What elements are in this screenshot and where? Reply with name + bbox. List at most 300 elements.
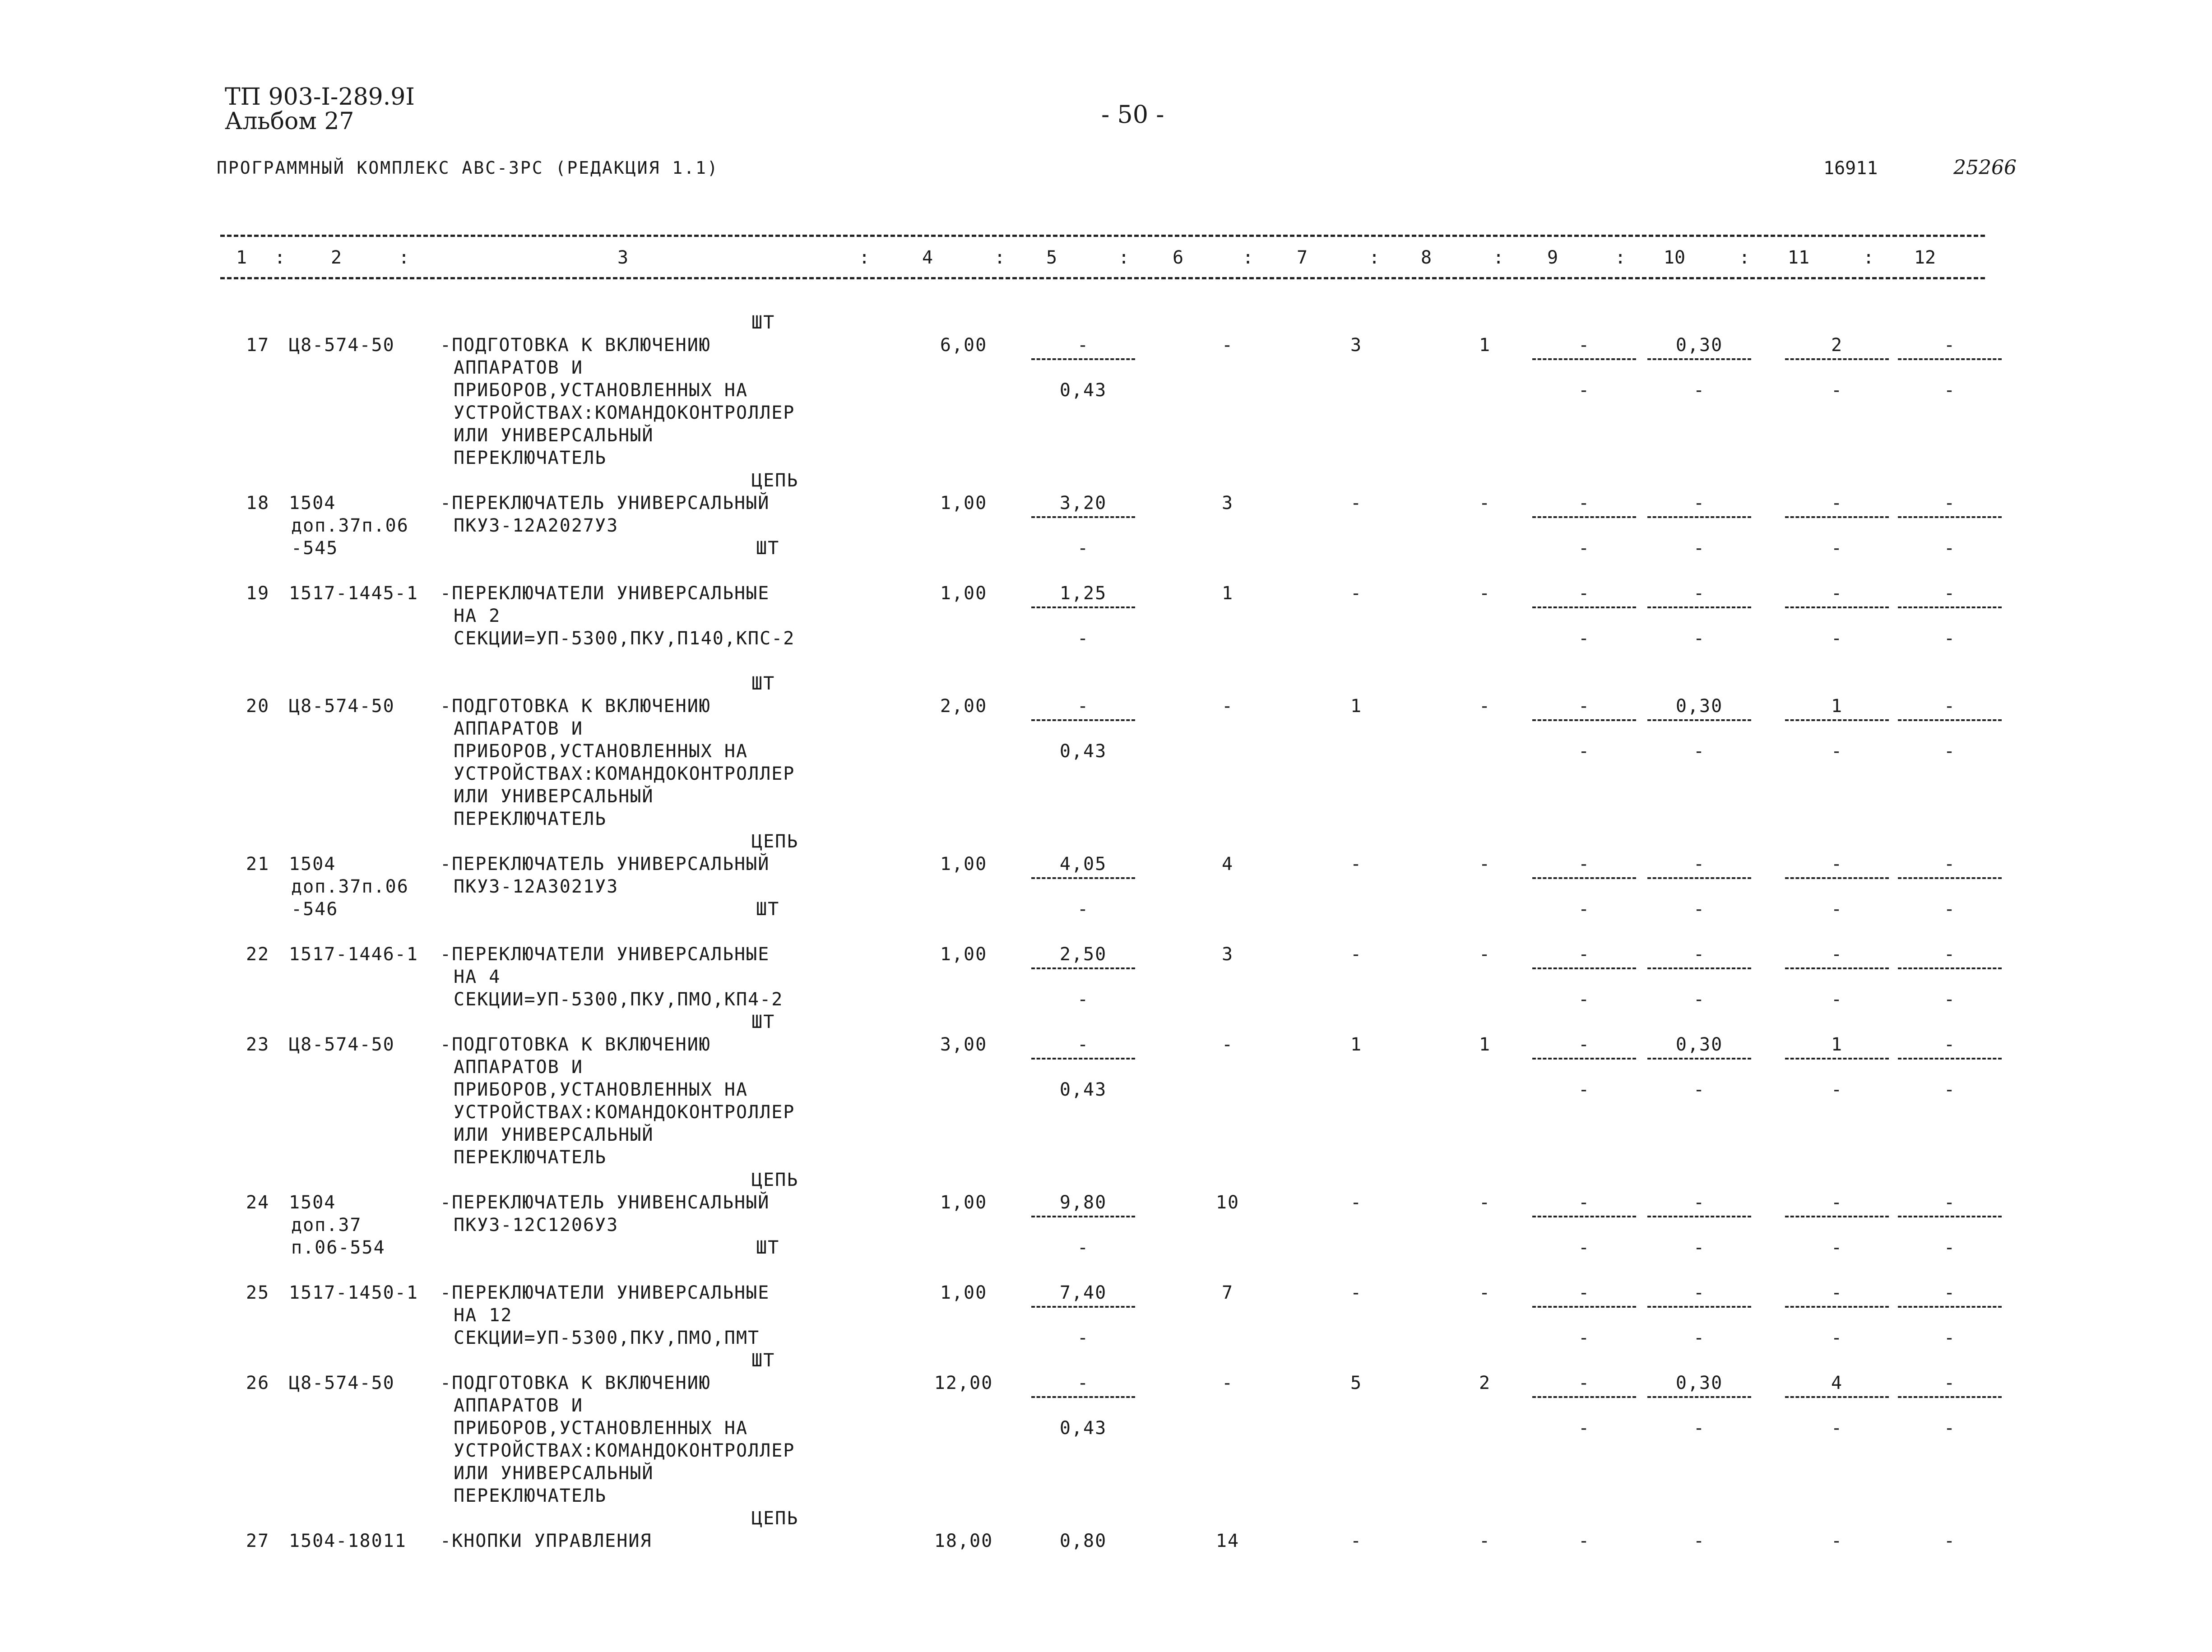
cell-price-sub: - xyxy=(1077,628,1090,649)
divider-dash xyxy=(1532,877,1636,879)
divider-dash xyxy=(1031,719,1135,721)
cell-c7: - xyxy=(1350,583,1363,604)
row-description: ПЕРЕКЛЮЧАТЕЛЬ xyxy=(454,1147,607,1168)
cell-c6: - xyxy=(1221,1373,1234,1393)
row-code: доп.37 xyxy=(291,1215,362,1236)
cell-price-sub: - xyxy=(1077,538,1090,559)
row-description: УСТРОЙСТВАХ:КОМАНДОКОНТРОЛЛЕР xyxy=(454,403,795,423)
divider-dash xyxy=(1785,358,1889,360)
divider-dash xyxy=(1647,1058,1751,1060)
cell-c6: 1 xyxy=(1221,583,1234,604)
row-number: 20 xyxy=(246,696,270,717)
cell-price: 3,20 xyxy=(1059,493,1107,514)
row-description: СЕКЦИИ=УП-5300,ПКУ,ПМО,КП4-2 xyxy=(454,989,784,1010)
cell-c12: - xyxy=(1943,944,1956,965)
cell-c10: - xyxy=(1693,854,1706,875)
cell-sub-dash: - xyxy=(1693,380,1706,401)
cell-c11: - xyxy=(1831,493,1843,514)
cell-price-sub: 0,43 xyxy=(1059,741,1107,762)
cell-sub-dash: - xyxy=(1693,899,1706,920)
cell-c12: - xyxy=(1943,1034,1956,1055)
cell-sub-dash: - xyxy=(1578,380,1591,401)
cell-c8: - xyxy=(1479,493,1491,514)
divider-dash xyxy=(1532,1306,1636,1308)
row-description: ПРИБОРОВ,УСТАНОВЛЕННЫХ НА xyxy=(454,1079,748,1100)
cell-c6: 4 xyxy=(1221,854,1234,875)
column-header-2: 2 xyxy=(330,247,342,268)
column-header-9: 9 xyxy=(1547,247,1558,268)
unit-label: ШТ xyxy=(756,1237,780,1258)
cell-price: 0,80 xyxy=(1059,1531,1107,1551)
cell-c10: - xyxy=(1693,944,1706,965)
cell-sub-dash: - xyxy=(1831,1328,1843,1348)
cell-sub-dash: - xyxy=(1943,741,1956,762)
row-description: ПКУЗ-12А3021УЗ xyxy=(454,876,619,897)
row-description: ПЕРЕКЛЮЧАТЕЛЬ xyxy=(454,448,607,468)
divider-dash xyxy=(1532,606,1636,608)
cell-price: 9,80 xyxy=(1059,1192,1107,1213)
row-description: ИЛИ УНИВЕРСАЛЬНЫЙ xyxy=(454,1124,654,1145)
cell-sub-dash: - xyxy=(1831,741,1843,762)
row-description: НА 4 xyxy=(454,967,501,987)
row-description: -ПОДГОТОВКА К ВКЛЮЧЕНИЮ xyxy=(440,335,711,356)
cell-c11: - xyxy=(1831,583,1843,604)
divider-dash xyxy=(1647,719,1751,721)
row-number: 19 xyxy=(246,583,270,604)
cell-sub-dash: - xyxy=(1693,1237,1706,1258)
row-number: 22 xyxy=(246,944,270,965)
cell-c11: 4 xyxy=(1831,1373,1843,1393)
cell-c8: - xyxy=(1479,1282,1491,1303)
divider-dash xyxy=(1532,1216,1636,1217)
divider-dash xyxy=(1785,1216,1889,1217)
cell-c7: - xyxy=(1350,493,1363,514)
cell-c6: 3 xyxy=(1221,493,1234,514)
cell-price: - xyxy=(1077,1034,1090,1055)
cell-qty: 1,00 xyxy=(940,944,988,965)
cell-c11: - xyxy=(1831,1282,1843,1303)
row-number: 25 xyxy=(246,1282,270,1303)
cell-c6: - xyxy=(1221,696,1234,717)
divider-dash xyxy=(1647,1216,1751,1217)
cell-qty: 6,00 xyxy=(940,335,988,356)
cell-c11: 2 xyxy=(1831,335,1843,356)
divider-dash xyxy=(1898,358,2002,360)
cell-c9: - xyxy=(1578,335,1591,356)
cell-sub-dash: - xyxy=(1693,538,1706,559)
header-number-right: 25266 xyxy=(1953,156,2017,179)
column-separator: : xyxy=(274,247,286,268)
row-number: 21 xyxy=(246,854,270,875)
divider-dash xyxy=(1785,1306,1889,1308)
row-description: АППАРАТОВ И xyxy=(454,1057,583,1078)
column-header-7: 7 xyxy=(1296,247,1308,268)
row-code: 1517-1445-1 xyxy=(289,583,418,604)
column-separator: : xyxy=(1118,247,1130,268)
unit-label: ЦЕПЬ xyxy=(751,831,799,852)
row-description: УСТРОЙСТВАХ:КОМАНДОКОНТРОЛЛЕР xyxy=(454,1102,795,1123)
divider-dash xyxy=(1532,1058,1636,1060)
divider-dash xyxy=(1031,1396,1135,1398)
cell-c7: - xyxy=(1350,854,1363,875)
cell-qty: 1,00 xyxy=(940,583,988,604)
row-description: АППАРАТОВ И xyxy=(454,718,583,739)
cell-sub-dash: - xyxy=(1831,1079,1843,1100)
row-description: НА 2 xyxy=(454,606,501,626)
column-header-12: 12 xyxy=(1914,247,1936,268)
cell-price: 4,05 xyxy=(1059,854,1107,875)
divider-dash xyxy=(1031,967,1135,969)
cell-c8: - xyxy=(1479,1192,1491,1213)
row-description: НА 12 xyxy=(454,1305,513,1326)
row-description: ПРИБОРОВ,УСТАНОВЛЕННЫХ НА xyxy=(454,1418,748,1439)
cell-sub-dash: - xyxy=(1943,380,1956,401)
column-header-6: 6 xyxy=(1172,247,1184,268)
divider-dash xyxy=(1647,1306,1751,1308)
cell-c8: - xyxy=(1479,944,1491,965)
cell-c9: - xyxy=(1578,1034,1591,1055)
row-code: Ц8-574-50 xyxy=(289,1373,395,1393)
cell-c11: - xyxy=(1831,1531,1843,1551)
divider-dash xyxy=(1785,1058,1889,1060)
page-number: - 50 - xyxy=(1101,100,1164,129)
row-code: Ц8-574-50 xyxy=(289,696,395,717)
column-separator: : xyxy=(858,247,870,268)
divider-dash xyxy=(1647,1396,1751,1398)
unit-label: ШТ xyxy=(751,673,775,694)
row-description: -ПЕРЕКЛЮЧАТЕЛИ УНИВЕРСАЛЬНЫЕ xyxy=(440,944,770,965)
cell-sub-dash: - xyxy=(1943,628,1956,649)
row-description: ПРИБОРОВ,УСТАНОВЛЕННЫХ НА xyxy=(454,741,748,762)
cell-c12: - xyxy=(1943,335,1956,356)
header-rule-bottom xyxy=(220,277,1985,279)
cell-price: - xyxy=(1077,1373,1090,1393)
cell-c7: 1 xyxy=(1350,696,1363,717)
unit-label: ШТ xyxy=(751,1350,775,1371)
row-description: ИЛИ УНИВЕРСАЛЬНЫЙ xyxy=(454,1463,654,1484)
row-description: -ПЕРЕКЛЮЧАТЕЛИ УНИВЕРСАЛЬНЫЕ xyxy=(440,1282,770,1303)
column-separator: : xyxy=(1863,247,1874,268)
cell-c12: - xyxy=(1943,1531,1956,1551)
cell-sub-dash: - xyxy=(1943,1328,1956,1348)
cell-price-sub: 0,43 xyxy=(1059,1079,1107,1100)
cell-c9: - xyxy=(1578,1282,1591,1303)
cell-price-sub: - xyxy=(1077,989,1090,1010)
cell-qty: 12,00 xyxy=(934,1373,993,1393)
cell-sub-dash: - xyxy=(1943,538,1956,559)
cell-c12: - xyxy=(1943,493,1956,514)
cell-c7: - xyxy=(1350,1282,1363,1303)
header-rule-top xyxy=(220,235,1985,237)
cell-c6: - xyxy=(1221,335,1234,356)
cell-sub-dash: - xyxy=(1831,899,1843,920)
divider-dash xyxy=(1031,1306,1135,1308)
divider-dash xyxy=(1898,1216,2002,1217)
cell-price-sub: 0,43 xyxy=(1059,1418,1107,1439)
cell-sub-dash: - xyxy=(1831,380,1843,401)
cell-price-sub: - xyxy=(1077,1237,1090,1258)
row-code: Ц8-574-50 xyxy=(289,335,395,356)
row-description: -ПЕРЕКЛЮЧАТЕЛЬ УНИВЕРСАЛЬНЫЙ xyxy=(440,854,770,875)
cell-c7: - xyxy=(1350,1531,1363,1551)
cell-sub-dash: - xyxy=(1831,989,1843,1010)
row-description: АППАРАТОВ И xyxy=(454,1395,583,1416)
divider-dash xyxy=(1785,719,1889,721)
divider-dash xyxy=(1898,516,2002,518)
cell-price: 7,40 xyxy=(1059,1282,1107,1303)
cell-price: 2,50 xyxy=(1059,944,1107,965)
cell-c9: - xyxy=(1578,1192,1591,1213)
row-code: доп.37п.06 xyxy=(291,515,409,536)
row-description: ПЕРЕКЛЮЧАТЕЛЬ xyxy=(454,1485,607,1506)
cell-price-sub: - xyxy=(1077,899,1090,920)
cell-sub-dash: - xyxy=(1578,1418,1591,1439)
cell-c9: - xyxy=(1578,1373,1591,1393)
row-description: ПКУЗ-12А2027УЗ xyxy=(454,515,619,536)
divider-dash xyxy=(1785,606,1889,608)
cell-c10: 0,30 xyxy=(1675,1034,1723,1055)
row-description: -КНОПКИ УПРАВЛЕНИЯ xyxy=(440,1531,652,1551)
cell-c7: - xyxy=(1350,1192,1363,1213)
cell-c10: - xyxy=(1693,1192,1706,1213)
header-number-left: 16911 xyxy=(1823,158,1878,179)
cell-qty: 1,00 xyxy=(940,1192,988,1213)
cell-c10: - xyxy=(1693,493,1706,514)
cell-price: - xyxy=(1077,335,1090,356)
column-separator: : xyxy=(1242,247,1254,268)
divider-dash xyxy=(1031,877,1135,879)
cell-c9: - xyxy=(1578,1531,1591,1551)
row-description: УСТРОЙСТВАХ:КОМАНДОКОНТРОЛЛЕР xyxy=(454,1440,795,1461)
unit-label: ЦЕПЬ xyxy=(751,1508,799,1529)
document-code: ТП 903-I-289.9I xyxy=(225,83,415,111)
divider-dash xyxy=(1031,1058,1135,1060)
cell-qty: 2,00 xyxy=(940,696,988,717)
row-code: 1504 xyxy=(289,493,336,514)
cell-c7: 5 xyxy=(1350,1373,1363,1393)
cell-c9: - xyxy=(1578,493,1591,514)
cell-c6: 14 xyxy=(1215,1531,1240,1551)
column-separator: : xyxy=(994,247,1006,268)
row-number: 26 xyxy=(246,1373,270,1393)
row-code: доп.37п.06 xyxy=(291,876,409,897)
cell-price-sub: - xyxy=(1077,1328,1090,1348)
cell-sub-dash: - xyxy=(1693,1418,1706,1439)
row-number: 23 xyxy=(246,1034,270,1055)
cell-c6: 7 xyxy=(1221,1282,1234,1303)
cell-c8: 1 xyxy=(1479,1034,1491,1055)
cell-sub-dash: - xyxy=(1693,741,1706,762)
unit-label: ЦЕПЬ xyxy=(751,1170,799,1190)
row-code: -546 xyxy=(291,899,339,920)
cell-c8: - xyxy=(1479,854,1491,875)
divider-dash xyxy=(1031,1216,1135,1217)
cell-c12: - xyxy=(1943,696,1956,717)
cell-sub-dash: - xyxy=(1943,989,1956,1010)
cell-sub-dash: - xyxy=(1943,1079,1956,1100)
cell-sub-dash: - xyxy=(1693,628,1706,649)
cell-sub-dash: - xyxy=(1943,899,1956,920)
unit-label: ШТ xyxy=(756,538,780,559)
cell-c9: - xyxy=(1578,583,1591,604)
cell-c8: - xyxy=(1479,1531,1491,1551)
cell-c7: 1 xyxy=(1350,1034,1363,1055)
divider-dash xyxy=(1647,358,1751,360)
cell-price-sub: 0,43 xyxy=(1059,380,1107,401)
cell-qty: 1,00 xyxy=(940,493,988,514)
divider-dash xyxy=(1031,516,1135,518)
cell-c10: - xyxy=(1693,1531,1706,1551)
divider-dash xyxy=(1647,606,1751,608)
column-header-10: 10 xyxy=(1663,247,1686,268)
row-description: -ПЕРЕКЛЮЧАТЕЛЬ УНИВЕРСАЛЬНЫЙ xyxy=(440,493,770,514)
cell-c12: - xyxy=(1943,583,1956,604)
cell-sub-dash: - xyxy=(1578,989,1591,1010)
cell-c6: 3 xyxy=(1221,944,1234,965)
column-separator: : xyxy=(1739,247,1750,268)
cell-c11: - xyxy=(1831,944,1843,965)
row-description: -ПЕРЕКЛЮЧАТЕЛЬ УНИВЕНСАЛЬНЫЙ xyxy=(440,1192,770,1213)
divider-dash xyxy=(1532,1396,1636,1398)
row-code: 1504 xyxy=(289,854,336,875)
cell-sub-dash: - xyxy=(1693,1328,1706,1348)
divider-dash xyxy=(1647,877,1751,879)
row-number: 17 xyxy=(246,335,270,356)
cell-c12: - xyxy=(1943,1282,1956,1303)
cell-c11: 1 xyxy=(1831,1034,1843,1055)
cell-c12: - xyxy=(1943,854,1956,875)
row-code: 1504 xyxy=(289,1192,336,1213)
cell-c8: 1 xyxy=(1479,335,1491,356)
divider-dash xyxy=(1898,1396,2002,1398)
cell-sub-dash: - xyxy=(1831,538,1843,559)
divider-dash xyxy=(1532,719,1636,721)
row-code: Ц8-574-50 xyxy=(289,1034,395,1055)
unit-label: ШТ xyxy=(756,899,780,920)
row-code: 1504-18011 xyxy=(289,1531,407,1551)
column-header-5: 5 xyxy=(1046,247,1057,268)
divider-dash xyxy=(1898,877,2002,879)
column-header-1: 1 xyxy=(236,247,247,268)
divider-dash xyxy=(1785,1396,1889,1398)
column-header-4: 4 xyxy=(922,247,933,268)
divider-dash xyxy=(1532,516,1636,518)
document-code-block xyxy=(225,85,415,134)
cell-c12: - xyxy=(1943,1192,1956,1213)
divider-dash xyxy=(1031,606,1135,608)
row-description: УСТРОЙСТВАХ:КОМАНДОКОНТРОЛЛЕР xyxy=(454,764,795,784)
row-description: СЕКЦИИ=УП-5300,ПКУ,ПМО,ПМТ xyxy=(454,1328,760,1348)
cell-sub-dash: - xyxy=(1578,741,1591,762)
row-description: ПРИБОРОВ,УСТАНОВЛЕННЫХ НА xyxy=(454,380,748,401)
divider-dash xyxy=(1532,967,1636,969)
cell-sub-dash: - xyxy=(1578,628,1591,649)
unit-label: ШТ xyxy=(751,1012,775,1032)
divider-dash xyxy=(1898,967,2002,969)
row-code: -545 xyxy=(291,538,339,559)
row-code: п.06-554 xyxy=(291,1237,385,1258)
cell-c8: 2 xyxy=(1479,1373,1491,1393)
cell-c10: 0,30 xyxy=(1675,1373,1723,1393)
divider-dash xyxy=(1898,719,2002,721)
cell-c6: 10 xyxy=(1215,1192,1240,1213)
row-description: -ПОДГОТОВКА К ВКЛЮЧЕНИЮ xyxy=(440,696,711,717)
column-header-11: 11 xyxy=(1787,247,1810,268)
cell-c7: 3 xyxy=(1350,335,1363,356)
cell-qty: 3,00 xyxy=(940,1034,988,1055)
cell-c11: 1 xyxy=(1831,696,1843,717)
cell-c9: - xyxy=(1578,854,1591,875)
row-description: -ПОДГОТОВКА К ВКЛЮЧЕНИЮ xyxy=(440,1373,711,1393)
column-separator: : xyxy=(1614,247,1626,268)
cell-sub-dash: - xyxy=(1578,1079,1591,1100)
row-description: ПЕРЕКЛЮЧАТЕЛЬ xyxy=(454,809,607,829)
unit-label: ЦЕПЬ xyxy=(751,470,799,491)
cell-c10: - xyxy=(1693,1282,1706,1303)
column-header-3: 3 xyxy=(617,247,629,268)
program-title: ПРОГРАММНЫЙ КОМПЛЕКС АВС-ЗРС (РЕДАКЦИЯ 1.1) xyxy=(217,158,719,178)
column-separator: : xyxy=(1368,247,1380,268)
row-number: 24 xyxy=(246,1192,270,1213)
divider-dash xyxy=(1785,877,1889,879)
row-description: -ПЕРЕКЛЮЧАТЕЛИ УНИВЕРСАЛЬНЫЕ xyxy=(440,583,770,604)
row-code: 1517-1446-1 xyxy=(289,944,418,965)
cell-sub-dash: - xyxy=(1831,1418,1843,1439)
row-number: 18 xyxy=(246,493,270,514)
cell-c9: - xyxy=(1578,944,1591,965)
divider-dash xyxy=(1898,606,2002,608)
row-code: 1517-1450-1 xyxy=(289,1282,418,1303)
row-description: -ПОДГОТОВКА К ВКЛЮЧЕНИЮ xyxy=(440,1034,711,1055)
cell-sub-dash: - xyxy=(1578,1328,1591,1348)
divider-dash xyxy=(1031,358,1135,360)
divider-dash xyxy=(1898,1058,2002,1060)
cell-c10: - xyxy=(1693,583,1706,604)
column-separator: : xyxy=(398,247,410,268)
album-label: Альбом 27 xyxy=(225,108,354,135)
cell-c8: - xyxy=(1479,696,1491,717)
cell-sub-dash: - xyxy=(1831,628,1843,649)
cell-sub-dash: - xyxy=(1943,1418,1956,1439)
cell-c11: - xyxy=(1831,1192,1843,1213)
cell-c11: - xyxy=(1831,854,1843,875)
divider-dash xyxy=(1647,516,1751,518)
column-separator: : xyxy=(1493,247,1504,268)
divider-dash xyxy=(1785,967,1889,969)
divider-dash xyxy=(1898,1306,2002,1308)
cell-sub-dash: - xyxy=(1578,899,1591,920)
cell-c9: - xyxy=(1578,696,1591,717)
column-header-8: 8 xyxy=(1420,247,1432,268)
row-number: 27 xyxy=(246,1531,270,1551)
cell-price: 1,25 xyxy=(1059,583,1107,604)
row-description: СЕКЦИИ=УП-5300,ПКУ,П140,КПС-2 xyxy=(454,628,795,649)
cell-sub-dash: - xyxy=(1943,1237,1956,1258)
divider-dash xyxy=(1785,516,1889,518)
divider-dash xyxy=(1532,358,1636,360)
unit-label: ШТ xyxy=(751,312,775,333)
row-description: ПКУЗ-12С1206УЗ xyxy=(454,1215,619,1236)
cell-price: - xyxy=(1077,696,1090,717)
divider-dash xyxy=(1647,967,1751,969)
row-description: ИЛИ УНИВЕРСАЛЬНЫЙ xyxy=(454,786,654,807)
cell-c10: 0,30 xyxy=(1675,696,1723,717)
cell-c7: - xyxy=(1350,944,1363,965)
cell-sub-dash: - xyxy=(1693,989,1706,1010)
cell-c12: - xyxy=(1943,1373,1956,1393)
cell-sub-dash: - xyxy=(1578,1237,1591,1258)
row-description: АППАРАТОВ И xyxy=(454,357,583,378)
